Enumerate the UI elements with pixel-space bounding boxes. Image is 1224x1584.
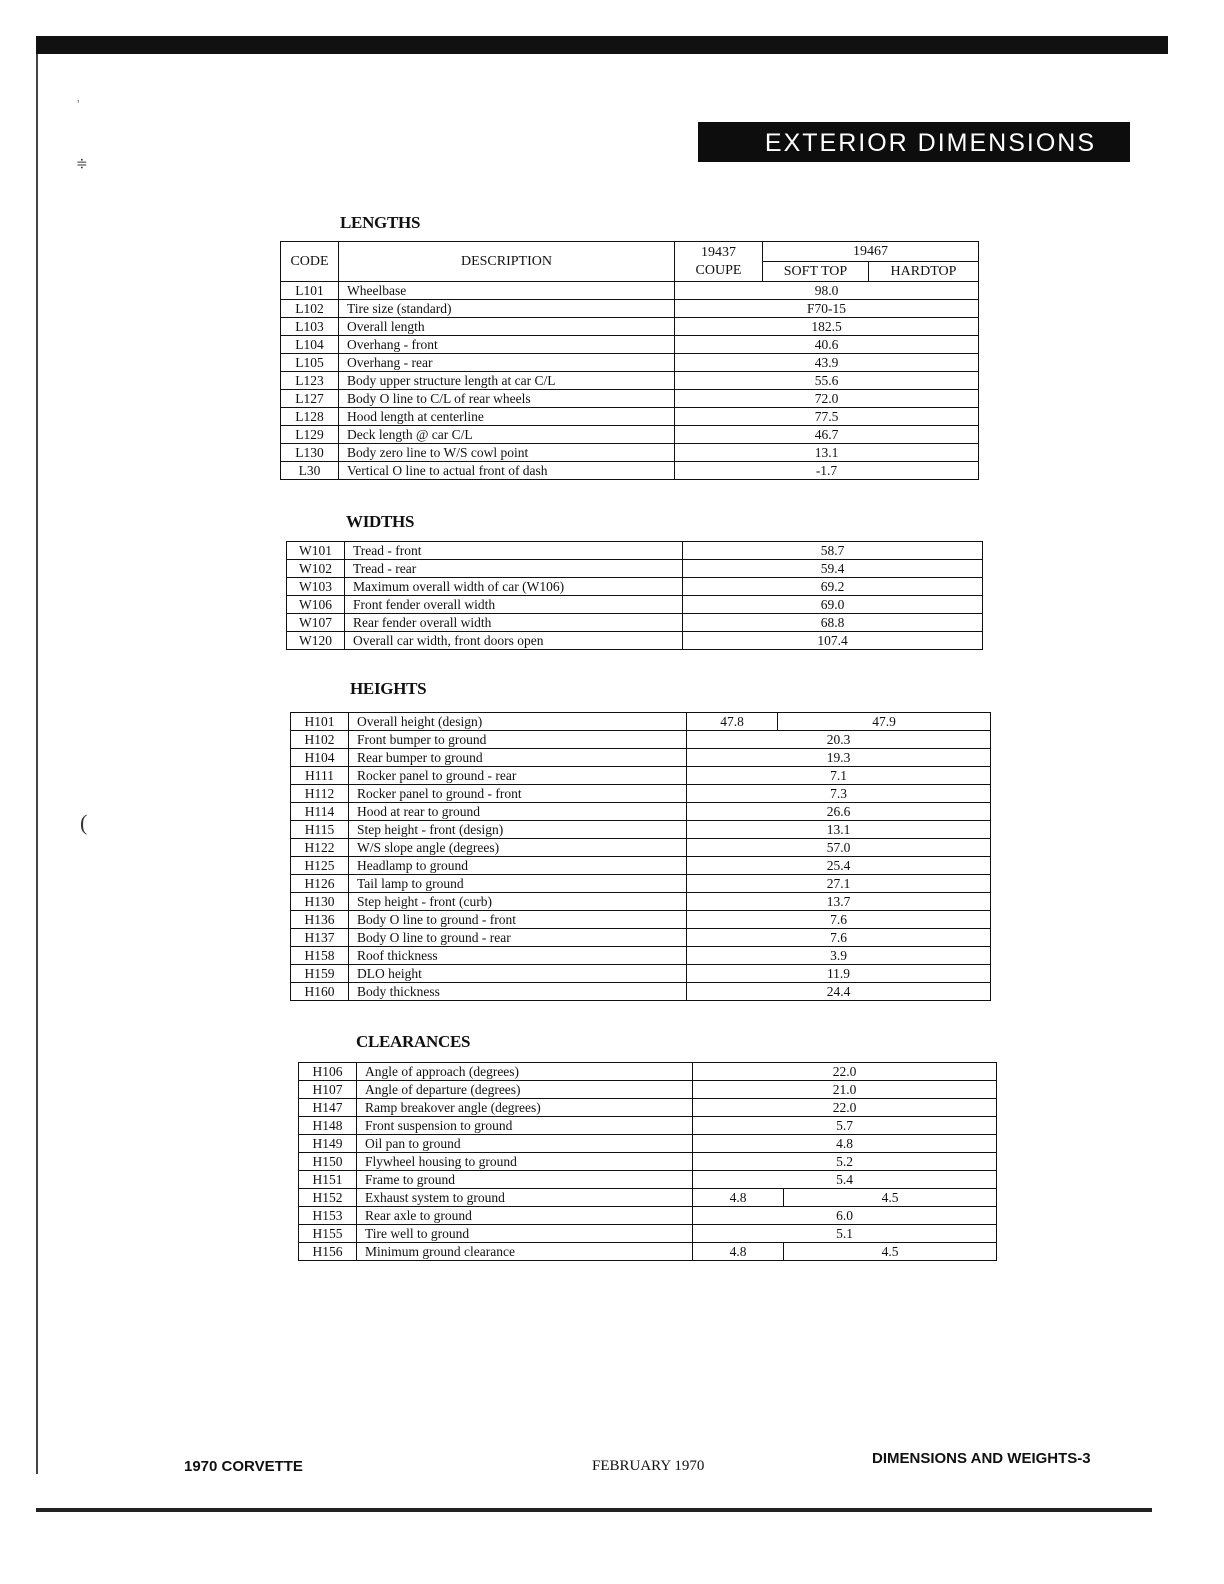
row-description: Tread - front: [345, 542, 683, 560]
row-code: H152: [299, 1189, 357, 1207]
row-code: H107: [299, 1081, 357, 1099]
row-description: Rear axle to ground: [357, 1207, 693, 1225]
row-value: 5.4: [693, 1171, 997, 1189]
row-description: Step height - front (design): [349, 821, 687, 839]
row-code: H137: [291, 929, 349, 947]
row-code: H159: [291, 965, 349, 983]
row-code: L129: [281, 426, 339, 444]
row-description: Tread - rear: [345, 560, 683, 578]
row-value: 7.1: [687, 767, 991, 785]
row-value: 22.0: [693, 1099, 997, 1117]
row-value: 68.8: [683, 614, 983, 632]
widths-section-title: WIDTHS: [346, 512, 415, 531]
row-description: Rocker panel to ground - front: [349, 785, 687, 803]
table-row: [291, 875, 991, 893]
row-description: Minimum ground clearance: [357, 1243, 693, 1261]
row-description: Flywheel housing to ground: [357, 1153, 693, 1171]
convertible-value: 4.5: [881, 1244, 899, 1259]
row-description: W/S slope angle (degrees): [349, 839, 687, 857]
row-code: H147: [299, 1099, 357, 1117]
table-row: [281, 282, 979, 300]
row-value: 6.0: [693, 1207, 997, 1225]
row-description: Wheelbase: [339, 282, 675, 300]
table-row: [299, 1153, 997, 1171]
row-value: 26.6: [687, 803, 991, 821]
row-description: Vertical O line to actual front of dash: [339, 462, 675, 480]
row-code: H160: [291, 983, 349, 1001]
row-code: H106: [299, 1063, 357, 1081]
table-row: [299, 1171, 997, 1189]
footer-date: FEBRUARY 1970: [592, 1458, 705, 1474]
row-description: Overhang - rear: [339, 354, 675, 372]
row-description: Body upper structure length at car C/L: [339, 372, 675, 390]
clearances-section-title: CLEARANCES: [356, 1032, 471, 1051]
row-description: Overall length: [339, 318, 675, 336]
row-description: Frame to ground: [357, 1171, 693, 1189]
row-code: H115: [291, 821, 349, 839]
row-value: 20.3: [687, 731, 991, 749]
table-row: [291, 749, 991, 767]
table-row: [291, 983, 991, 1001]
table-row: [299, 1099, 997, 1117]
row-value: F70-15: [675, 300, 979, 318]
row-code: W120: [287, 632, 345, 650]
row-description: Ramp breakover angle (degrees): [357, 1099, 693, 1117]
row-value: 182.5: [675, 318, 979, 336]
table-row: [291, 785, 991, 803]
column-header-hardtop: HARDTOP: [868, 262, 978, 282]
table-row: [291, 965, 991, 983]
column-header-description: DESCRIPTION: [339, 242, 675, 282]
row-code: H125: [291, 857, 349, 875]
table-row: [287, 542, 983, 560]
row-description: Overall car width, front doors open: [345, 632, 683, 650]
row-value: 40.6: [675, 336, 979, 354]
row-code: H148: [299, 1117, 357, 1135]
row-value: 77.5: [675, 408, 979, 426]
column-header-convertible: [763, 242, 979, 282]
row-description: Maximum overall width of car (W106): [345, 578, 683, 596]
convertible-model-number: 19467: [853, 244, 888, 259]
row-code: W101: [287, 542, 345, 560]
row-code: H155: [299, 1225, 357, 1243]
row-code: L30: [281, 462, 339, 480]
row-code: L123: [281, 372, 339, 390]
table-row: [299, 1063, 997, 1081]
row-code: L102: [281, 300, 339, 318]
row-value: 58.7: [683, 542, 983, 560]
row-code: H151: [299, 1171, 357, 1189]
row-code: H101: [291, 713, 349, 731]
row-value: 55.6: [675, 372, 979, 390]
row-value: 13.1: [687, 821, 991, 839]
row-description: Oil pan to ground: [357, 1135, 693, 1153]
row-value: 19.3: [687, 749, 991, 767]
row-code: L130: [281, 444, 339, 462]
row-description: Tire size (standard): [339, 300, 675, 318]
table-row: [291, 893, 991, 911]
table-row: [299, 1207, 997, 1225]
coupe-value: 4.8: [693, 1189, 784, 1206]
row-code: H158: [291, 947, 349, 965]
lengths-header-row: [281, 242, 979, 282]
row-description: Tail lamp to ground: [349, 875, 687, 893]
row-description: Angle of approach (degrees): [357, 1063, 693, 1081]
row-description: Body O line to ground - rear: [349, 929, 687, 947]
table-row: [287, 560, 983, 578]
table-row: [291, 767, 991, 785]
row-description: Hood at rear to ground: [349, 803, 687, 821]
row-description: Rear fender overall width: [345, 614, 683, 632]
row-description: Step height - front (curb): [349, 893, 687, 911]
column-header-code: CODE: [281, 242, 339, 282]
table-row: [299, 1243, 997, 1261]
table-row: [291, 803, 991, 821]
row-value: 13.1: [675, 444, 979, 462]
row-code: H112: [291, 785, 349, 803]
table-row: [281, 390, 979, 408]
table-row: [291, 929, 991, 947]
table-row: [291, 821, 991, 839]
table-row: [291, 839, 991, 857]
row-value: 69.2: [683, 578, 983, 596]
table-row: [287, 614, 983, 632]
row-value: 21.0: [693, 1081, 997, 1099]
row-value: 43.9: [675, 354, 979, 372]
coupe-value: 4.8: [693, 1243, 784, 1260]
table-row: [287, 632, 983, 650]
coupe-model-number: 19437: [701, 244, 736, 260]
row-code: H111: [291, 767, 349, 785]
row-code: L101: [281, 282, 339, 300]
row-value: 69.0: [683, 596, 983, 614]
row-code: L103: [281, 318, 339, 336]
row-description: Rear bumper to ground: [349, 749, 687, 767]
row-code: H150: [299, 1153, 357, 1171]
row-split-values: [693, 1189, 997, 1207]
row-description: Hood length at centerline: [339, 408, 675, 426]
row-value: 98.0: [675, 282, 979, 300]
row-code: L127: [281, 390, 339, 408]
row-value: 7.3: [687, 785, 991, 803]
coupe-label: COUPE: [695, 262, 742, 278]
row-split-values: [693, 1243, 997, 1261]
row-code: W106: [287, 596, 345, 614]
heights-section-title: HEIGHTS: [350, 679, 427, 698]
lengths-table: [280, 241, 979, 480]
table-row: [291, 911, 991, 929]
table-row: [299, 1135, 997, 1153]
row-code: L104: [281, 336, 339, 354]
table-row: [291, 857, 991, 875]
row-value: 5.1: [693, 1225, 997, 1243]
row-value: 24.4: [687, 983, 991, 1001]
row-description: Exhaust system to ground: [357, 1189, 693, 1207]
row-value: 3.9: [687, 947, 991, 965]
row-description: Front bumper to ground: [349, 731, 687, 749]
table-row: [287, 596, 983, 614]
table-row: [291, 731, 991, 749]
row-value: 11.9: [687, 965, 991, 983]
scan-speck: ≑: [76, 157, 88, 172]
row-code: H126: [291, 875, 349, 893]
lengths-section-title: LENGTHS: [340, 213, 421, 232]
row-value: -1.7: [675, 462, 979, 480]
footer-page-ref: DIMENSIONS AND WEIGHTS-3: [872, 1450, 1091, 1467]
row-description: Body thickness: [349, 983, 687, 1001]
table-row: [281, 300, 979, 318]
row-value: 5.2: [693, 1153, 997, 1171]
clearances-table: [298, 1062, 997, 1261]
row-value: 22.0: [693, 1063, 997, 1081]
row-code: H102: [291, 731, 349, 749]
row-description: Roof thickness: [349, 947, 687, 965]
table-row: [281, 444, 979, 462]
row-value: 46.7: [675, 426, 979, 444]
table-row: [281, 336, 979, 354]
row-value: 7.6: [687, 929, 991, 947]
row-code: H122: [291, 839, 349, 857]
bottom-border-rule: [36, 1508, 1152, 1512]
table-row: [291, 947, 991, 965]
heights-table: [290, 712, 991, 1001]
coupe-value: 47.8: [687, 713, 778, 730]
table-row: [281, 372, 979, 390]
row-code: H104: [291, 749, 349, 767]
row-code: L105: [281, 354, 339, 372]
row-value: 27.1: [687, 875, 991, 893]
top-border-bar: [36, 36, 1168, 54]
table-row: [287, 578, 983, 596]
row-code: W102: [287, 560, 345, 578]
row-description: Headlamp to ground: [349, 857, 687, 875]
column-header-soft-top: SOFT TOP: [763, 262, 868, 282]
convertible-value: 4.5: [881, 1190, 899, 1205]
row-value: 25.4: [687, 857, 991, 875]
row-value: 72.0: [675, 390, 979, 408]
row-description: DLO height: [349, 965, 687, 983]
row-value: 57.0: [687, 839, 991, 857]
left-page-edge: [36, 54, 38, 1474]
row-code: H130: [291, 893, 349, 911]
row-code: H114: [291, 803, 349, 821]
row-description: Overhang - front: [339, 336, 675, 354]
row-description: Rocker panel to ground - rear: [349, 767, 687, 785]
row-description: Overall height (design): [349, 713, 687, 731]
row-code: W107: [287, 614, 345, 632]
row-description: Angle of departure (degrees): [357, 1081, 693, 1099]
convertible-value: 47.9: [872, 714, 896, 729]
footer-model: 1970 CORVETTE: [184, 1458, 303, 1475]
row-description: Tire well to ground: [357, 1225, 693, 1243]
row-description: Body O line to C/L of rear wheels: [339, 390, 675, 408]
row-value: 5.7: [693, 1117, 997, 1135]
row-value: 13.7: [687, 893, 991, 911]
table-row: [281, 462, 979, 480]
row-split-values: [687, 713, 991, 731]
table-row: [299, 1225, 997, 1243]
row-value: 107.4: [683, 632, 983, 650]
row-value: 4.8: [693, 1135, 997, 1153]
column-header-coupe: [675, 242, 763, 282]
row-description: Deck length @ car C/L: [339, 426, 675, 444]
row-code: L128: [281, 408, 339, 426]
row-description: Body O line to ground - front: [349, 911, 687, 929]
table-row: [281, 318, 979, 336]
table-row: [281, 408, 979, 426]
scan-speck: ˒: [76, 92, 81, 107]
table-row: [281, 354, 979, 372]
scan-mark: (: [80, 810, 88, 835]
table-row: [291, 713, 991, 731]
row-code: H136: [291, 911, 349, 929]
row-value: 59.4: [683, 560, 983, 578]
row-code: H153: [299, 1207, 357, 1225]
table-row: [281, 426, 979, 444]
table-row: [299, 1189, 997, 1207]
table-row: [299, 1081, 997, 1099]
row-code: H149: [299, 1135, 357, 1153]
row-code: H156: [299, 1243, 357, 1261]
row-code: W103: [287, 578, 345, 596]
widths-table: [286, 541, 983, 650]
row-description: Front suspension to ground: [357, 1117, 693, 1135]
row-value: 7.6: [687, 911, 991, 929]
row-description: Body zero line to W/S cowl point: [339, 444, 675, 462]
page-title-banner: EXTERIOR DIMENSIONS: [698, 122, 1130, 162]
table-row: [299, 1117, 997, 1135]
row-description: Front fender overall width: [345, 596, 683, 614]
